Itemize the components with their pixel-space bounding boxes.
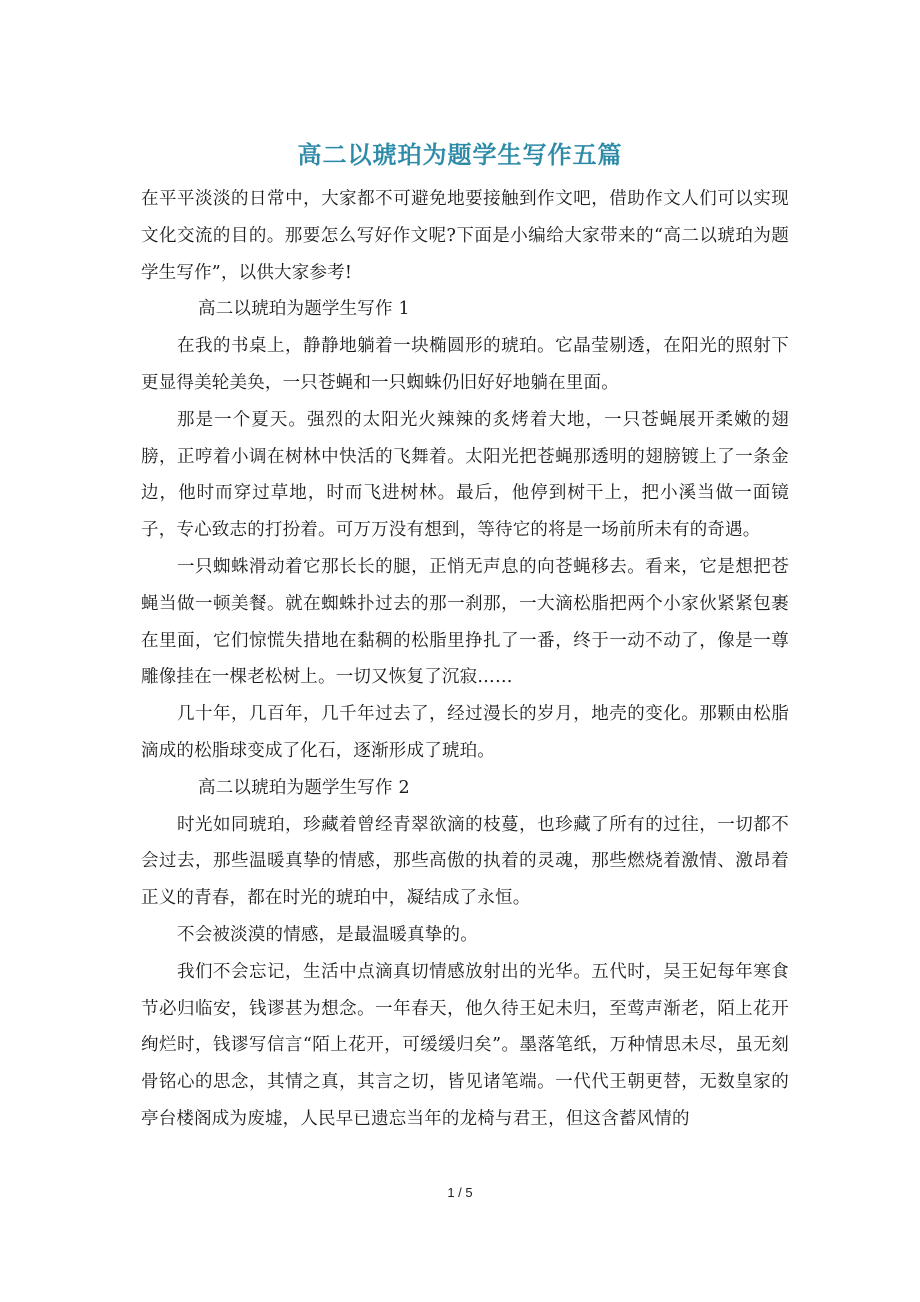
page-number: 1 / 5 — [447, 1185, 473, 1200]
section-heading-2: 高二以琥珀为题学生写作 2 — [198, 777, 410, 798]
intro-paragraph: 在平平淡淡的日常中，大家都不可避免地要接触到作文吧，借助作文人们可以实现文化交流的目的。那要怎么写好作文呢?下面是小编给大家带来的“高二以琥珀为题学生写作”，以供大家参考! — [141, 189, 789, 283]
section-heading-1: 高二以琥珀为题学生写作 1 — [198, 299, 410, 320]
body-paragraph: 不会被淡漠的情感，是最温暖真挚的。 — [177, 924, 478, 945]
body-paragraph: 在我的书桌上，静静地躺着一块椭圆形的琥珀。它晶莹剔透，在阳光的照射下更显得美轮美奂，一只苍蝇和一只蜘蛛仍旧好好地躺在里面。 — [141, 336, 789, 393]
body-paragraph: 那是一个夏天。强烈的太阳光火辣辣的炙烤着大地，一只苍蝇展开柔嫩的翅膀，正哼着小调在树林中快活的飞舞着。太阳光把苍蝇那透明的翅膀镀上了一条金边，他时而穿过草地，时而飞进树林。最后，他停到树干上，把小溪当做一面镜子，专心致志的打扮着。可万万没有想到，等待它的将是一场前所未有的奇遇。 — [141, 409, 789, 541]
document-title: 高二以琥珀为题学生写作五篇 — [297, 140, 623, 169]
document-body — [141, 181, 789, 1138]
body-paragraph: 我们不会忘记，生活中点滴真切情感放射出的光华。五代时，吴王妃每年寒食节必归临安，钱谬甚为想念。一年春天，他久待王妃未归，至莺声渐老，陌上花开绚烂时，钱谬写信言“陌上花开，可缓缓归矣”。墨落笔纸，万种情思未尽，虽无刻骨铭心的思念，其情之真，其言之切，皆见诸笔端。一代代王朝更替，无数皇家的亭台楼阁成为废墟，人民早已遗忘当年的龙椅与君王，但这含蓄风情的 — [141, 961, 789, 1129]
body-paragraph: 时光如同琥珀，珍藏着曾经青翠欲滴的枝蔓，也珍藏了所有的过往，一切都不会过去，那些温暖真挚的情感，那些高傲的执着的灵魂，那些燃烧着激情、激昂着正义的青春，都在时光的琥珀中，凝结成了永恒。 — [141, 814, 789, 909]
body-paragraph: 一只蜘蛛滑动着它那长长的腿，正悄无声息的向苍蝇移去。看来，它是想把苍蝇当做一顿美餐。就在蜘蛛扑过去的那一刹那，一大滴松脂把两个小家伙紧紧包裹在里面，它们惊慌失措地在黏稠的松脂里挣扎了一番，终于一动不动了，像是一尊雕像挂在一棵老松树上。一切又恢复了沉寂…… — [141, 556, 789, 688]
body-paragraph: 几十年，几百年，几千年过去了，经过漫长的岁月，地壳的变化。那颗由松脂滴成的松脂球变成了化石，逐渐形成了琥珀。 — [141, 704, 789, 761]
